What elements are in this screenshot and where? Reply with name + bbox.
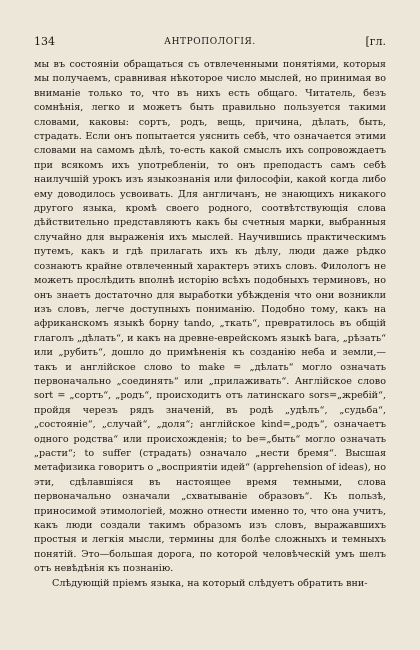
page-number: 134 [34,35,55,48]
chapter-mark: [гл. [365,35,386,48]
body-text [34,58,386,591]
running-head: АНТРОПОЛОГІЯ. [164,37,256,47]
page-header [34,34,386,50]
paragraph: мы въ состояніи обращаться съ отвлеченными понятіями, которыя мы получаемъ, сравнивая нѣкоторое число мыслей, но принимая во вниманіе только то, что въ нихъ есть общаго. Читатель, безъ сомнѣнія, легко и можетъ быть правильно пользуется такими словами, каковы: сортъ, родъ, вещь, причина, дѣлать, быть, страдать. Если онъ попытается уяснить себѣ, что означается этими словами на самомъ дѣлѣ, то-есть какой смыслъ ихъ сопровождаетъ при всякомъ ихъ употребленіи, то онъ преподастъ самъ себѣ наилучшій урокъ изъ языкознанія или философіи, какой когда либо ему доводилось усвоивать. Для англичанъ, не знающихъ никакого другого языка, кромѣ своего родного, соотвѣтствующія слова дѣйствительно представляютъ какъ бы счетныя марки, выбранныя случайно для выраженія ихъ мыслей. Научившись практическимъ путемъ, какъ и гдѣ прилагать ихъ къ дѣлу, люди даже рѣдко сознаютъ крайне отвлеченный характеръ этихъ словъ. Филологъ не можетъ прослѣдить вполнѣ исторію всѣхъ подобныхъ терминовъ, но онъ знаетъ достаточно для выработки убѣжденія что они возникли изъ словъ, легче доступныхъ пониманію. Подобно тому, какъ на африканскомъ языкѣ борну tando, „ткать“, превратилось въ общій глаголъ „дѣлать“, и какъ на древне-еврейскомъ языкѣ bara, „рѣзать“ или „рубить“, дошло до примѣненія къ созданію неба и земли,—такъ и англійское слово to make = „дѣлать“ могло означать первоначально „соединять“ или „прилаживать“. Англійское слово sort = „сортъ“, „родъ“, происходитъ отъ латинскаго sors=„жребій“, пройдя черезъ рядъ значеній, въ родѣ „удѣлъ“, „судьба“, „состояніе“, „случай“, „доля“; англійское kind=„родъ“, означаетъ одного родства“ или происхожденія; to be=„быть“ могло означать „расти“; to suffer (страдать) означало „нести бремя“. Высшая метафизика говоритъ о „восприятіи идей“ (apprehension of ideas), но эти, сдѣлавшіяся въ настоящее время темными, слова первоначально означали „схватываніе образовъ“. Къ пользѣ, приносимой этимологіей, можно отнести именно то, что она учитъ, какъ люди создали такимъ образомъ изъ словъ, выражавшихъ простыя и легкія мысли, термины для болѣе сложныхъ и темныхъ понятій. Это—большая дорога, по которой человѣческій умъ шелъ отъ невѣдѣнія къ познанію. [34,59,386,575]
paragraph: Слѣдующій пріемъ языка, на который слѣдуетъ обратить вни- [52,577,368,589]
